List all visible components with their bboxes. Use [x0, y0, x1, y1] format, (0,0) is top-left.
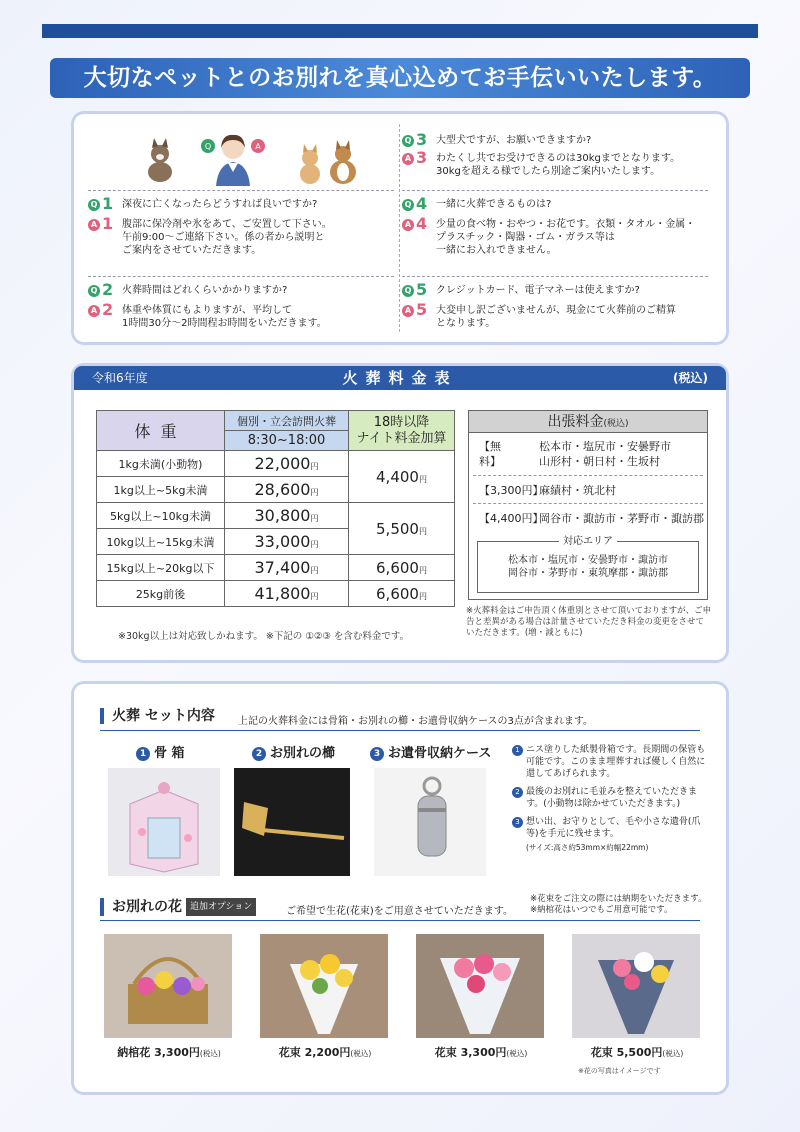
trip-fee-box [468, 410, 708, 600]
table-row [97, 555, 455, 581]
cat-icon [300, 144, 320, 184]
list-item: 3 想い出、お守りとして、毛や小さな遺骨(爪等)を手元に残せます。 [512, 816, 712, 840]
answer-text: 少量の食べ物・おやつ・お花です。衣類・タオル・金属・ プラスチック・陶器・ゴム・ガラス等は 一緒にお入れできません。 [436, 219, 696, 256]
image-note: ※花の写真はイメージです [578, 1067, 661, 1075]
faq-divider [399, 124, 400, 332]
price-table [96, 410, 455, 607]
a-mark: A 1 [88, 216, 122, 232]
list-item: 2 最後のお別れに毛並みを整えていただきます。(小動物は除かせていただきます。) [512, 786, 712, 810]
top-bar [42, 24, 758, 38]
flower-caption: 花束 3,300円(税込) [434, 1046, 528, 1059]
price-cell: 37,400円 [225, 555, 349, 581]
faq-item-4 [402, 196, 718, 257]
q-mark: Q 1 [88, 196, 122, 212]
section-line [100, 920, 700, 921]
staff-and-pets-illustration [138, 128, 368, 188]
dog-icon [148, 138, 172, 182]
night-cell: 6,600円 [349, 555, 455, 581]
weight-cell: 1kg以上~5kg未満 [97, 477, 225, 503]
answer-text: 体重や体質にもよりますが、平均して 1時間30分～2時間程お時間をいただきます。 [122, 305, 327, 329]
price-cell: 22,000円 [225, 451, 349, 477]
price-cell: 33,000円 [225, 529, 349, 555]
answer-text: 大変申し訳ございませんが、現金にて火葬前のご精算 となります。 [436, 305, 676, 329]
fee-tax-label: (税込) [673, 371, 708, 385]
section-line [100, 730, 700, 731]
bouquet-5500-photo [572, 934, 700, 1038]
faq-item-2 [88, 282, 404, 330]
question-text: クレジットカード、電子マネーは使えますか? [436, 285, 640, 296]
faq-item-3 [402, 132, 718, 178]
trip-note: ※火葬料金はご申告頂く体重別とさせて頂いておりますが、ご申告と差異がある場合は計量させていただき料金の変更をさせていただきます。(増・減ともに) [466, 606, 712, 638]
bouquet-2200-photo [260, 934, 388, 1038]
set-title: 火葬 セット内容 [100, 708, 215, 724]
question-text: 火葬時間はどれくらいかかりますか? [122, 285, 288, 296]
item-title-box: 1 骨 箱 [136, 742, 185, 761]
night-cell: 6,600円 [349, 581, 455, 607]
flowers-note: ※花束をご注文の際には納期をいただきます。 ※納棺花はいつでもご用意可能です。 [530, 894, 707, 915]
coffin-flower-photo [104, 934, 232, 1038]
bouquet-3300-photo [416, 934, 544, 1038]
set-bullets [512, 744, 712, 854]
weight-cell: 5kg以上~10kg未満 [97, 503, 225, 529]
q-mark: Q 5 [402, 282, 436, 298]
faq-separator [88, 276, 394, 277]
comb-photo [234, 768, 350, 876]
faq-separator [402, 276, 708, 277]
question-text: 大型犬ですが、お願いできますか? [436, 135, 592, 146]
trip-fee-title: 出張料金(税込) [469, 411, 707, 433]
weight-cell: 10kg以上~15kg未満 [97, 529, 225, 555]
item-title-comb: 2 お別れの櫛 [252, 742, 335, 761]
item-title-case: 3 お遺骨収納ケース [370, 742, 491, 761]
option-badge: 追加オプション [186, 898, 256, 916]
svg-text:A: A [255, 142, 261, 151]
case-size: (サイズ:高さ約53mm×約幅22mm) [526, 843, 649, 852]
faq-separator [402, 190, 708, 191]
q-mark: Q 4 [402, 196, 436, 212]
headline: 大切なペットとのお別れを真心込めてお手伝いいたします。 [50, 58, 750, 98]
price-cell: 28,600円 [225, 477, 349, 503]
staff-woman-icon [201, 135, 265, 186]
service-area-line: 岡谷市・茅野市・東筑摩郡・諏訪郡 [508, 568, 668, 579]
a-mark: A 5 [402, 302, 436, 318]
table-row [97, 503, 455, 529]
weight-cell: 25kg前後 [97, 581, 225, 607]
weight-cell: 1kg未満(小動物) [97, 451, 225, 477]
question-text: 深夜に亡くなったらどうすれば良いですか? [122, 199, 318, 210]
faq-separator [88, 190, 394, 191]
fee-title: 火葬料金表 [342, 369, 458, 387]
table-row [97, 581, 455, 607]
faq-right-column [402, 114, 718, 342]
service-area-line: 松本市・塩尻市・安曇野市・諏訪市 [508, 555, 668, 566]
fee-header [74, 366, 726, 390]
table-row [97, 451, 455, 477]
trip-row-free: 【無 料】 松本市・塩尻市・安曇野市 山形村・朝日村・生坂村 [479, 440, 671, 468]
col-weight-header: 体重 [97, 411, 225, 451]
flowers-desc: ご希望で生花(花束)をご用意させていただきます。 [286, 906, 514, 917]
night-cell: 4,400円 [349, 451, 455, 503]
service-area-title: 対応エリア [559, 536, 617, 547]
a-mark: A 2 [88, 302, 122, 318]
collie-icon [330, 140, 356, 184]
col-visit-header: 個別・立会訪問火葬 [225, 411, 349, 431]
fee-panel [74, 366, 726, 660]
weight-cell: 15kg以上~20kg以下 [97, 555, 225, 581]
price-cell: 41,800円 [225, 581, 349, 607]
faq-panel [74, 114, 726, 342]
trip-row-3300: 【3,300円】 麻績村・筑北村 [479, 484, 616, 497]
a-mark: A 4 [402, 216, 436, 232]
ash-case-photo [374, 768, 486, 876]
flower-caption: 花束 5,500円(税込) [590, 1046, 684, 1059]
q-mark: Q 2 [88, 282, 122, 298]
svg-text:Q: Q [204, 142, 212, 151]
faq-left-column [88, 114, 404, 342]
answer-text: 腹部に保冷剤や氷をあて、ご安置して下さい。 午前9:00～ご連絡下さい。係の者から説明と ご案内をさせていただきます。 [122, 219, 332, 256]
price-cell: 30,800円 [225, 503, 349, 529]
a-mark: A 3 [402, 150, 436, 166]
faq-item-1 [88, 196, 404, 257]
trip-row-4400: 【4,400円】 岡谷市・諏訪市・茅野市・諏訪郡 [479, 512, 704, 525]
flower-caption: 花束 2,200円(税込) [278, 1046, 372, 1059]
fee-note: ※30kg以上は対応致しかねます。 ※下記の ①②③ を含む料金です。 [118, 631, 410, 642]
question-text: 一緒に火葬できるものは? [436, 199, 552, 210]
flowers-title: お別れの花 追加オプション [100, 898, 262, 916]
trip-separator [473, 475, 703, 476]
urn-box-photo [108, 768, 220, 876]
trip-separator [473, 503, 703, 504]
flower-caption: 納棺花 3,300円(税込) [117, 1046, 221, 1059]
col-night-header: 18時以降 ナイト料金加算 [349, 411, 455, 451]
fee-year: 令和6年度 [92, 371, 148, 385]
set-panel [74, 684, 726, 1092]
faq-item-5 [402, 282, 718, 330]
list-item: 1 ニス塗りした紙製骨箱です。長期間の保管も可能です。このまま埋葬すれば優しく自然に還してあげられます。 [512, 744, 712, 780]
col-visit-time: 8:30~18:00 [225, 431, 349, 451]
q-mark: Q 3 [402, 132, 436, 148]
service-area-box [477, 536, 699, 593]
night-cell: 5,500円 [349, 503, 455, 555]
set-desc: 上記の火葬料金には骨箱・お別れの櫛・お遺骨収納ケースの3点が含まれます。 [238, 716, 594, 727]
answer-text: わたくし共でお受けできるのは30kgまでとなります。 30kgを超える様でしたら別途ご案内いたします。 [436, 153, 681, 177]
